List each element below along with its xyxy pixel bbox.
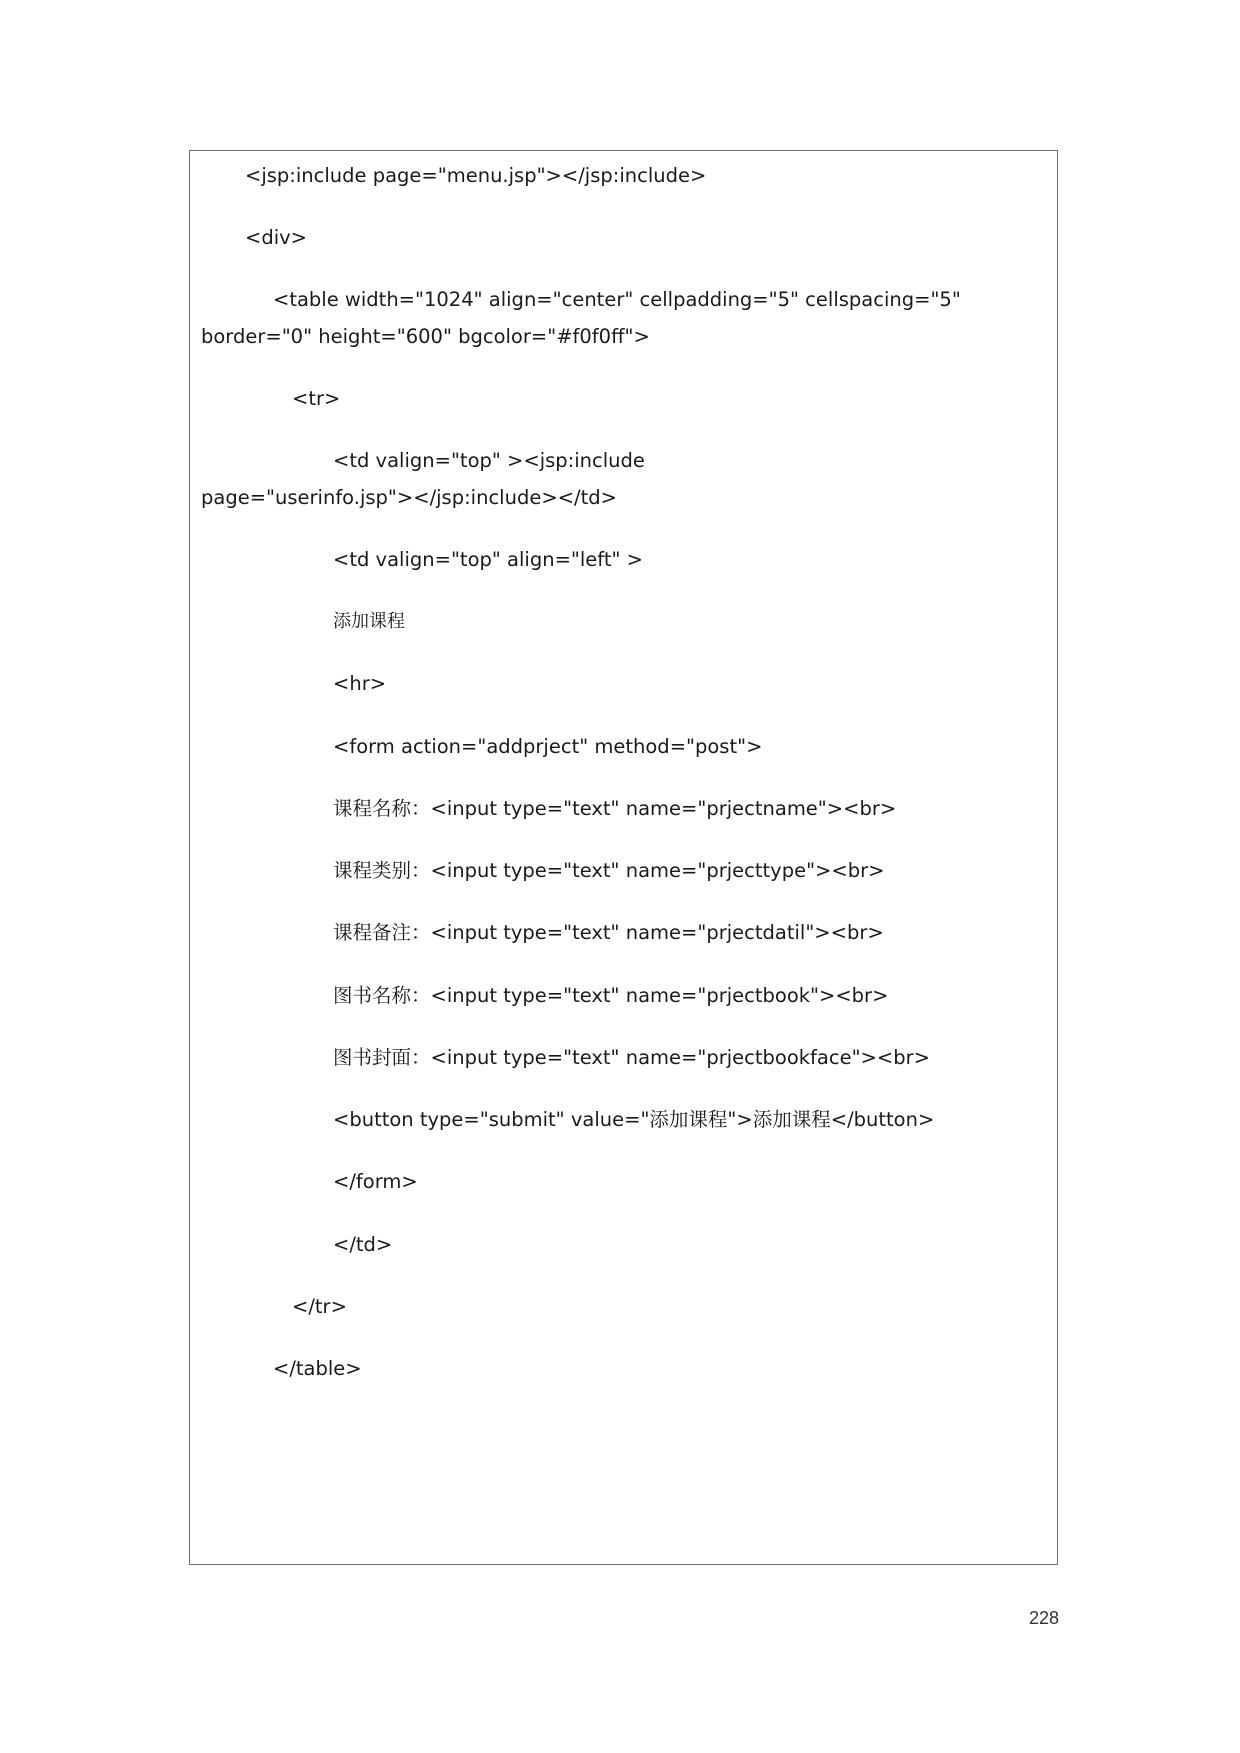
code-line: <td valign="top" ><jsp:include: [333, 449, 645, 472]
code-line: <tr>: [292, 387, 341, 410]
code-line: 课程类别：<input type="text" name="prjecttype"><br>: [333, 859, 885, 882]
code-line: 课程名称：<input type="text" name="prjectname"><br>: [333, 797, 897, 820]
code-listing-box: [189, 150, 1058, 1565]
code-line: 图书封面：<input type="text" name="prjectbookface"><br>: [333, 1046, 930, 1069]
code-line: 课程备注：<input type="text" name="prjectdatil"><br>: [333, 921, 884, 944]
code-line: <td valign="top" align="left" >: [333, 548, 643, 571]
code-line: <table width="1024" align="center" cellpadding="5" cellspacing="5": [273, 288, 961, 311]
code-line: <button type="submit" value="添加课程">添加课程</button>: [333, 1108, 935, 1131]
code-line: </table>: [273, 1357, 362, 1380]
code-line: 图书名称：<input type="text" name="prjectbook"><br>: [333, 984, 889, 1007]
code-line: </form>: [333, 1170, 418, 1193]
code-line: <jsp:include page="menu.jsp"></jsp:include>: [245, 164, 707, 187]
page-number: 228: [1028, 1608, 1059, 1628]
code-line: </td>: [333, 1233, 393, 1256]
code-line: <div>: [245, 226, 308, 249]
code-line: <form action="addprject" method="post">: [333, 735, 763, 758]
code-line: 添加课程: [333, 611, 405, 632]
code-line: page="userinfo.jsp"></jsp:include></td>: [201, 486, 617, 509]
code-line: </tr>: [292, 1295, 347, 1318]
code-line: <hr>: [333, 672, 387, 695]
code-line: border="0" height="600" bgcolor="#f0f0ff">: [201, 325, 650, 348]
